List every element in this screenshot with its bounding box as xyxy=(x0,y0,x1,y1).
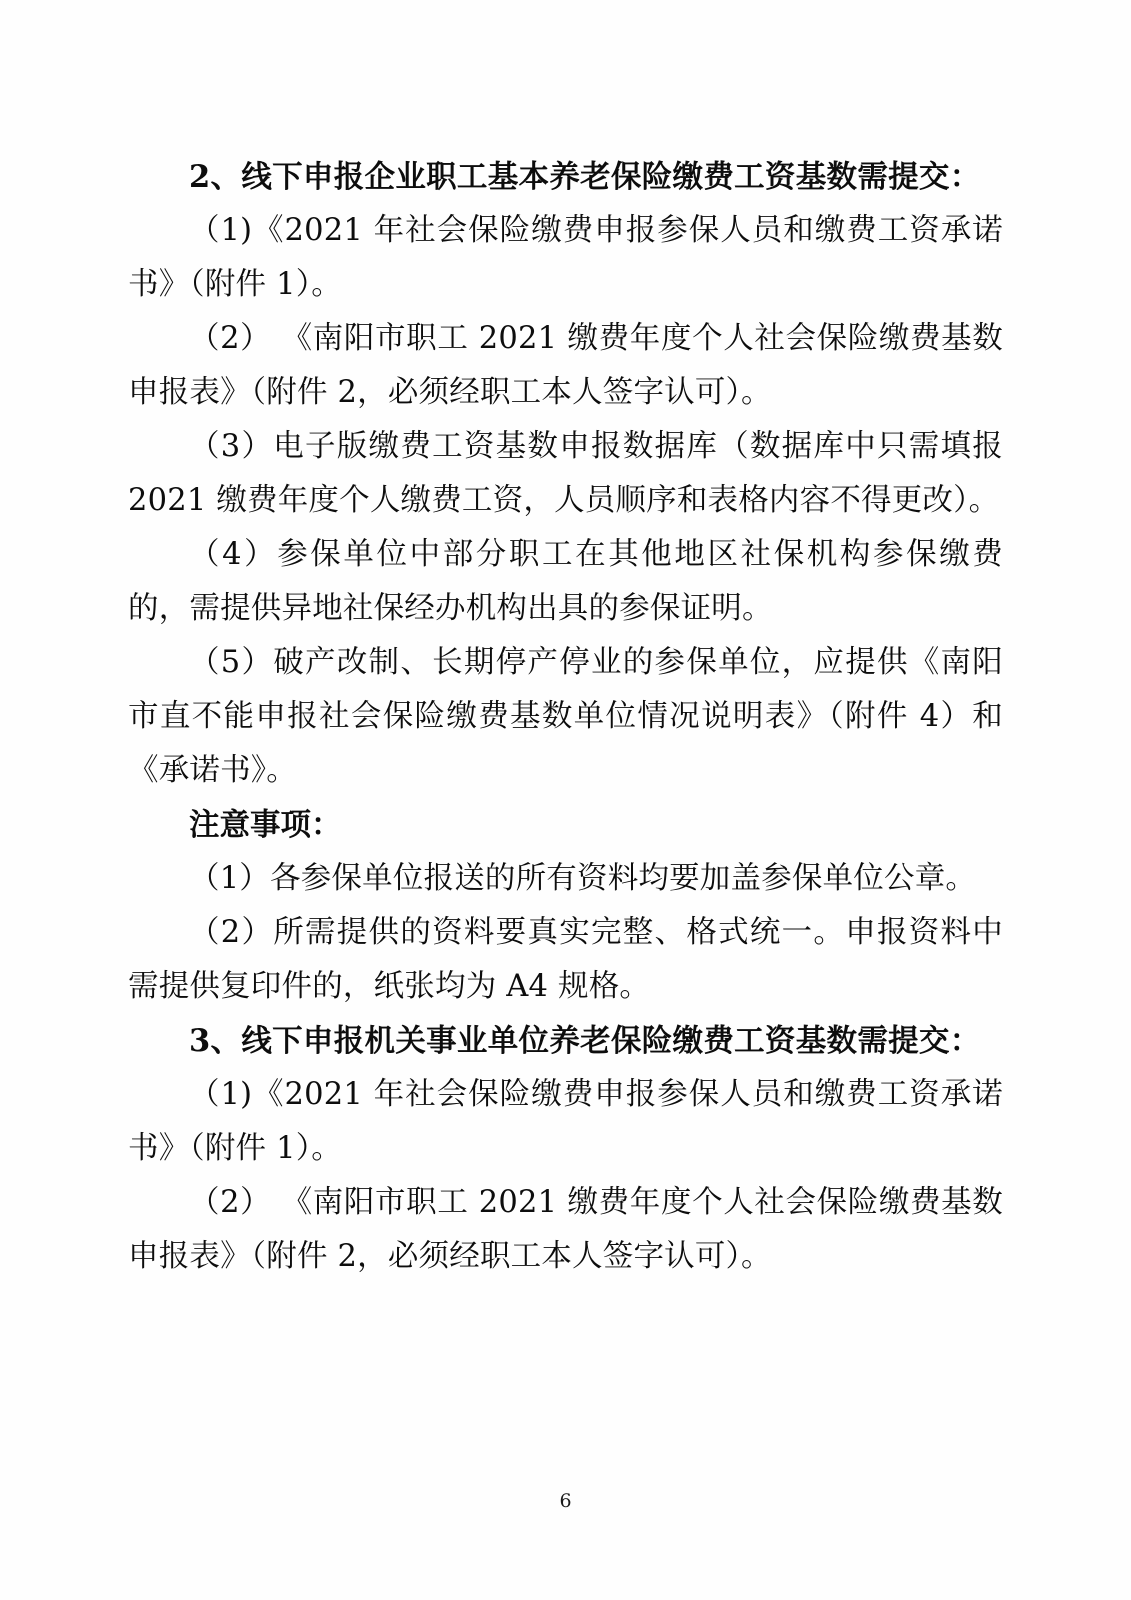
list-item: （4）参保单位中部分职工在其他地区社保机构参保缴费的，需提供异地社保经办机构出具的参保证明。 xyxy=(128,537,1003,626)
list-item: （3）电子版缴费工资基数申报数据库（数据库中只需填报 2021 缴费年度个人缴费工资，人员顺序和表格内容不得更改）。 xyxy=(128,429,1003,518)
list-item: （2）所需提供的资料要真实完整、格式统一。申报资料中需提供复印件的，纸张均为 A4 规格。 xyxy=(128,915,1003,1004)
section-notes-items xyxy=(128,852,1003,1014)
section-institution-offline xyxy=(128,1014,1003,1284)
section-enterprise-offline xyxy=(128,150,1003,798)
list-item: （2） 《南阳市职工 2021 缴费年度个人社会保险缴费基数申报表》（附件 2，必须经职工本人签字认可）。 xyxy=(128,321,1003,410)
section-2-items xyxy=(128,204,1003,798)
section-notes xyxy=(128,798,1003,1014)
list-item: （2） 《南阳市职工 2021 缴费年度个人社会保险缴费基数申报表》（附件 2，必须经职工本人签字认可）。 xyxy=(128,1185,1003,1274)
list-item: （1)《2021 年社会保险缴费申报参保人员和缴费工资承诺书》（附件 1）。 xyxy=(128,213,1003,302)
list-item: （1）各参保单位报送的所有资料均要加盖参保单位公章。 xyxy=(189,861,977,896)
list-item: （1)《2021 年社会保险缴费申报参保人员和缴费工资承诺书》（附件 1）。 xyxy=(128,1077,1003,1166)
page-number: 6 xyxy=(559,1490,572,1512)
section-heading-3: 3、线下申报机关事业单位养老保险缴费工资基数需提交： xyxy=(189,1023,981,1059)
section-heading-notes: 注意事项： xyxy=(189,807,342,843)
section-heading-2: 2、线下申报企业职工基本养老保险缴费工资基数需提交： xyxy=(189,159,981,195)
section-3-items xyxy=(128,1068,1003,1284)
list-item: （5）破产改制、长期停产停业的参保单位，应提供《南阳市直不能申报社会保险缴费基数单位情况说明表》（附件 4）和《承诺书》。 xyxy=(128,645,1003,788)
